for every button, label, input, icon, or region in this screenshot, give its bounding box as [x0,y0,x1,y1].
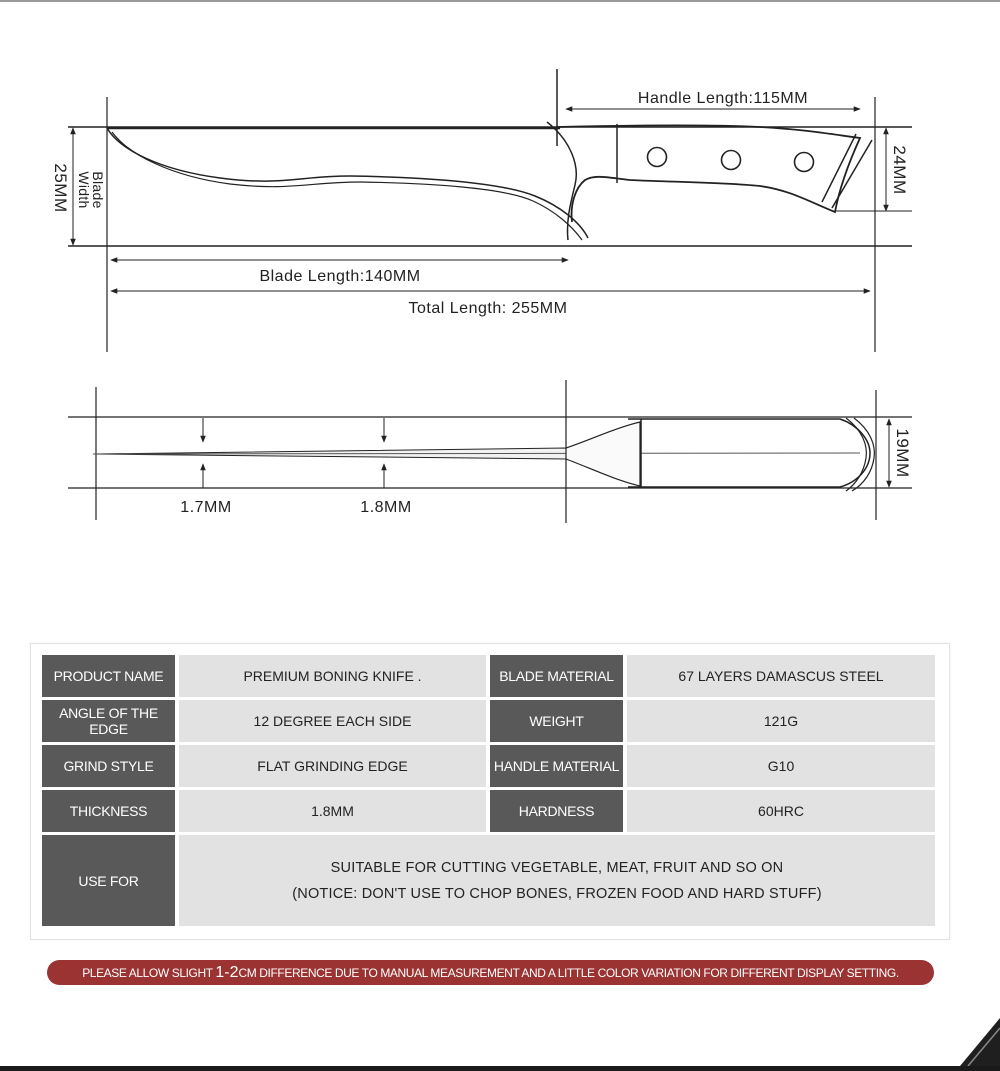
notice-text-emph: 1-2 [215,964,239,981]
bottom-rule [0,1066,1000,1071]
total-length-label: Total Length: 255MM [408,300,568,317]
spec-key: HANDLE MATERIAL [490,745,623,787]
spec-value: 67 LAYERS DAMASCUS STEEL [627,655,935,697]
handle-length-label: Handle Length:115MM [637,90,809,107]
use-for-key: USE FOR [42,835,175,926]
spec-key: HARDNESS [490,790,623,832]
spec-key: ANGLE OF THE EDGE [42,700,175,742]
spec-value: 121G [627,700,935,742]
spec-key: THICKNESS [42,790,175,832]
spec-value: PREMIUM BONING KNIFE . [179,655,486,697]
spec-key: PRODUCT NAME [42,655,175,697]
spec-key: GRIND STYLE [42,745,175,787]
spec-value: FLAT GRINDING EDGE [179,745,486,787]
spec-value: G10 [627,745,935,787]
use-for-line-1: SUITABLE FOR CUTTING VEGETABLE, MEAT, FRUIT AND SO ON [330,859,784,876]
handle-thickness-label: 19MM [893,428,912,478]
blade-width-word-1: Blade [90,171,106,209]
spec-value: 1.8MM [179,790,486,832]
use-for-line-2: (NOTICE: DON'T USE TO CHOP BONES, FROZEN FOOD AND HARD STUFF) [292,885,822,902]
blade-length-label: Blade Length:140MM [259,268,421,285]
notice-text-before: PLEASE ALLOW SLIGHT [82,966,216,980]
notice-text-after: CM DIFFERENCE DUE TO MANUAL MEASUREMENT AND A LITTLE COLOR VARIATION FOR DIFFERENT DISPLAY SETTING. [238,966,899,980]
spec-value: 12 DEGREE EACH SIDE [179,700,486,742]
spec-key: BLADE MATERIAL [490,655,623,697]
blade-width-value-label: 25MM [51,163,70,213]
blade-width-word-2: Width [76,171,92,209]
thickness-1-label: 1.7MM [180,499,232,516]
handle-width-label: 24MM [890,145,909,195]
spec-key: WEIGHT [490,700,623,742]
spec-value: 60HRC [627,790,935,832]
thickness-2-label: 1.8MM [360,499,412,516]
